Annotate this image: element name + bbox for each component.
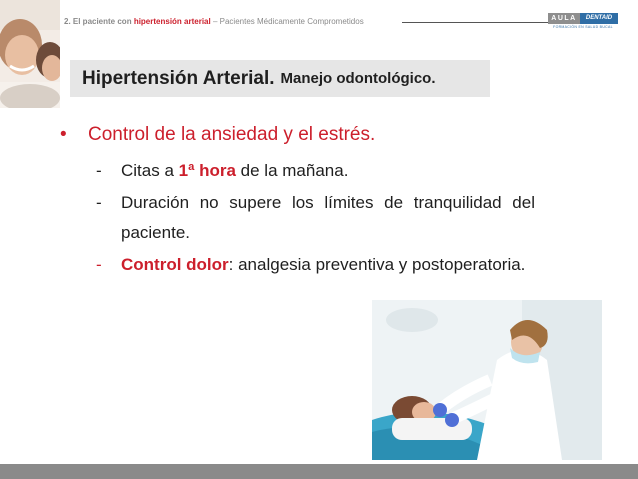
text-before: Citas a: [121, 161, 179, 180]
content: [60, 122, 535, 282]
logo-subtitle: FORMACIÓN EN SALUD BUCAL: [553, 25, 613, 29]
sub-item-text: [121, 250, 535, 280]
logo-aula: AULA: [548, 13, 580, 24]
sub-list: [60, 156, 535, 280]
text-after: : analgesia preventiva y postoperatoria.: [228, 255, 526, 274]
logo-dentaid: DENTAID: [580, 13, 618, 24]
title-sub: Manejo odontológico.: [280, 70, 436, 87]
footer-bar: [0, 464, 638, 479]
sub-item-appointments: [60, 156, 535, 186]
aula-dentaid-logo: [548, 13, 618, 33]
header-prefix: 2. El paciente con: [64, 17, 134, 26]
dental-treatment-photo: [372, 300, 602, 460]
text-emphasis: Control dolor: [121, 255, 229, 274]
bullet-dot-icon: •: [60, 124, 67, 145]
header: [64, 14, 544, 30]
title-main: Hipertensión Arterial.: [82, 67, 275, 89]
dash-icon: -: [96, 193, 102, 212]
bullet-text: Control de la ansiedad y el estrés.: [88, 124, 376, 145]
bullet-item: [60, 122, 535, 148]
slide-title: [70, 60, 490, 97]
text-emphasis: 1ª hora: [178, 161, 236, 180]
header-breadcrumb: [64, 14, 364, 30]
header-highlight: hipertensión arterial: [133, 17, 211, 26]
text-before: Duración no supere los límites de tranquilidad del paciente.: [121, 193, 535, 242]
sub-item-pain-control: [60, 250, 535, 280]
dash-icon: -: [96, 161, 102, 180]
sub-item-text: [121, 156, 535, 186]
dash-icon: -: [96, 255, 102, 274]
header-suffix: – Pacientes Médicamente Comprometidos: [210, 17, 364, 26]
corner-photo: [0, 0, 60, 108]
sub-item-duration: [60, 188, 535, 248]
sub-item-text: [121, 188, 535, 248]
text-after: de la mañana.: [235, 161, 349, 180]
